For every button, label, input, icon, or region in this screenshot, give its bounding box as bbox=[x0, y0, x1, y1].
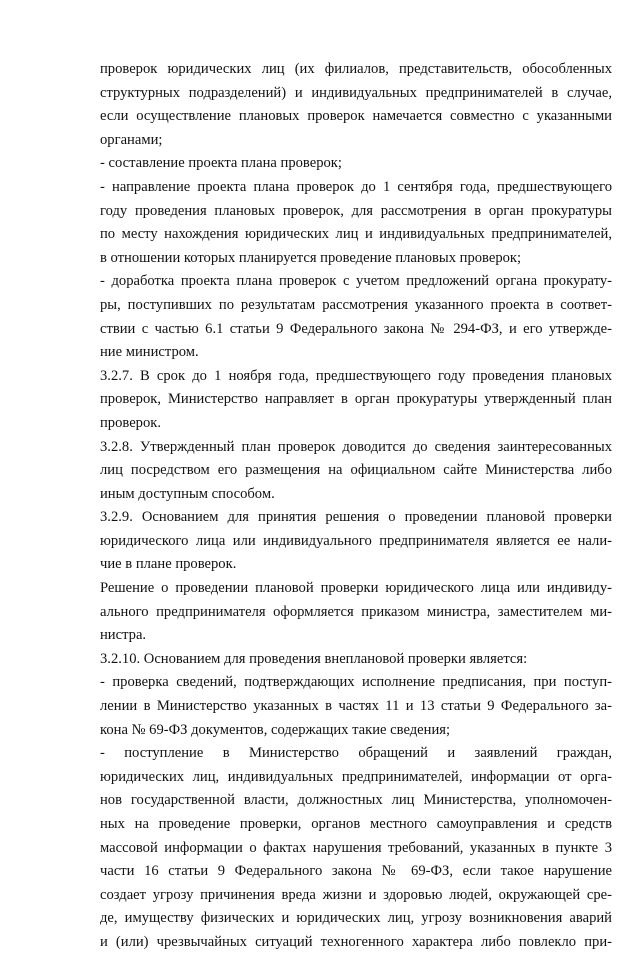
text-line: ние министром. bbox=[100, 344, 199, 361]
text-line: - поступление в Министерство обращений и заявлений граждан, bbox=[100, 745, 612, 762]
text-line: 3.2.8. Утвержденный план проверок доводится до сведения заинтересованных bbox=[100, 438, 612, 455]
text-line: ствии с частью 6.1 статьи 9 Федерального закона № 294-ФЗ, и его утвержде- bbox=[100, 320, 612, 337]
text-line: - доработка проекта плана проверок с учетом предложений органа прокурату- bbox=[100, 273, 612, 290]
text-line: нистра. bbox=[100, 627, 147, 644]
text-line: Решение о проведении плановой проверки юридического лица или индивиду- bbox=[100, 580, 612, 597]
text-line: кона № 69-ФЗ документов, содержащих такие сведения; bbox=[100, 721, 451, 738]
text-line: создает угрозу причинения вреда жизни и здоровью людей, окружающей сре- bbox=[100, 886, 612, 903]
text-line: - направление проекта плана проверок до 1 сентября года, предшествующего bbox=[100, 178, 612, 195]
text-line: и (или) чрезвычайных ситуаций техногенного характера либо повлекло при- bbox=[100, 933, 612, 950]
text-line: части 16 статьи 9 Федерального закона № 69-ФЗ, если такое нарушение bbox=[100, 863, 612, 880]
text-line: проверок. bbox=[100, 414, 162, 431]
text-line: лиц посредством его размещения на официальном сайте Министерства либо bbox=[100, 462, 612, 479]
text-line: 3.2.10. Основанием для проведения внеплановой проверки является: bbox=[100, 650, 528, 667]
text-line: органами; bbox=[100, 131, 163, 148]
text-line: ры, поступивших по результатам рассмотрения указанного проекта в соответ- bbox=[100, 296, 612, 313]
text-line: лении в Министерство указанных в частях 11 и 13 статьи 9 Федерального за- bbox=[100, 698, 612, 715]
text-line: проверок, Министерство направляет в орган прокуратуры утвержденный план bbox=[100, 391, 612, 408]
text-line: если осуществление плановых проверок намечается совместно с указанными bbox=[100, 108, 612, 125]
text-line: массовой информации о фактах нарушения требований, указанных в пункте 3 bbox=[100, 839, 612, 856]
text-line: ального предпринимателя оформляется приказом министра, заместителем ми- bbox=[100, 603, 612, 620]
text-line: чие в плане проверок. bbox=[100, 556, 237, 573]
text-line: проверок юридических лиц (их филиалов, представительств, обособленных bbox=[100, 61, 612, 77]
text-line: юридического лица или индивидуального предпринимателя является ее нали- bbox=[100, 532, 612, 549]
text-line: - составление проекта плана проверок; bbox=[100, 155, 342, 172]
text-line: де, имуществу физических и юридических лиц, угрозу возникновения аварий bbox=[100, 910, 612, 927]
text-line: по месту нахождения юридических лиц и индивидуальных предпринимателей, bbox=[100, 226, 612, 243]
text-line: в отношении которых планируется проведение плановых проверок; bbox=[100, 249, 522, 266]
text-line: - проверка сведений, подтверждающих исполнение предписания, при поступ- bbox=[100, 674, 612, 691]
text-line: нов государственной власти, должностных лиц Министерства, уполномочен- bbox=[100, 792, 612, 809]
text-line: иным доступным способом. bbox=[100, 485, 275, 502]
text-line: юридических лиц, индивидуальных предпринимателей, информации от орга- bbox=[100, 768, 612, 785]
text-line: ных на проведение проверки, органов местного самоуправления и средств bbox=[100, 816, 612, 832]
text-line: 3.2.7. В срок до 1 ноября года, предшествующего году проведения плановых bbox=[100, 367, 612, 384]
document-page bbox=[100, 58, 612, 955]
text-line: структурных подразделений) и индивидуальных предпринимателей в случае, bbox=[100, 84, 612, 101]
text-line: году проведения плановых проверок, для рассмотрения в орган прокуратуры bbox=[100, 202, 612, 219]
text-line: 3.2.9. Основанием для принятия решения о проведении плановой проверки bbox=[100, 509, 612, 526]
